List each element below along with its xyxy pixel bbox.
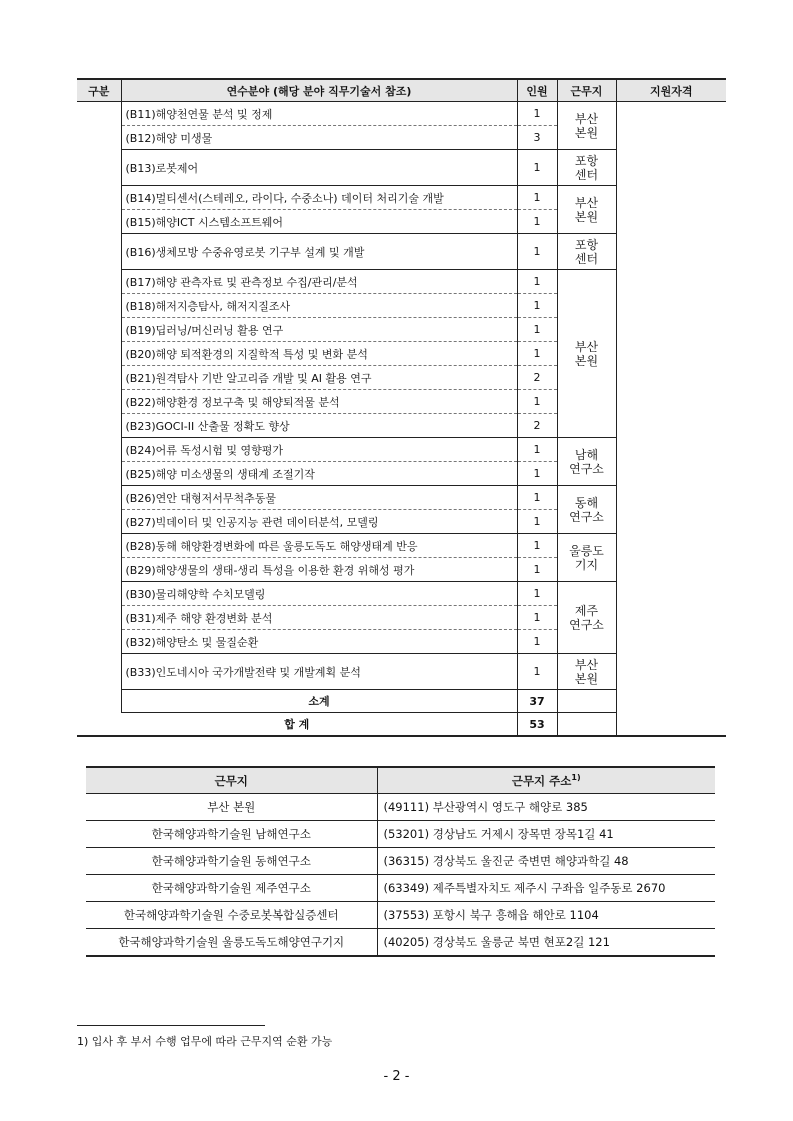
- count-cell: 1: [517, 630, 557, 654]
- field-cell: (B17)해양 관측자료 및 관측정보 수집/관리/분석: [121, 270, 517, 294]
- location-cell: 포항 센터: [557, 234, 616, 270]
- subtotal-empty: [557, 690, 616, 713]
- address-table-header: [86, 767, 715, 794]
- field-cell: (B31)제주 해양 환경변화 분석: [121, 606, 517, 630]
- count-cell: 1: [517, 150, 557, 186]
- total-label: 합 계: [77, 713, 517, 737]
- header-site: 근무지: [86, 767, 377, 794]
- table-row: [77, 102, 726, 126]
- count-cell: 1: [517, 294, 557, 318]
- address-cell: (63349) 제주특별자치도 제주시 구좌읍 일주동로 2670: [377, 875, 715, 902]
- table-row: [86, 902, 715, 929]
- count-cell: 1: [517, 654, 557, 690]
- positions-table-header: [77, 79, 726, 102]
- category-cell: [77, 102, 121, 713]
- total-empty: [557, 713, 616, 737]
- header-field: 연수분야 (해당 분야 직무기술서 참조): [121, 79, 517, 102]
- field-cell: (B30)물리해양학 수치모델링: [121, 582, 517, 606]
- field-cell: (B15)해양ICT 시스템소프트웨어: [121, 210, 517, 234]
- count-cell: 1: [517, 270, 557, 294]
- location-cell: 부산 본원: [557, 186, 616, 234]
- address-cell: (37553) 포항시 북구 흥해읍 해안로 1104: [377, 902, 715, 929]
- field-cell: (B32)해양탄소 및 물질순환: [121, 630, 517, 654]
- field-cell: (B33)인도네시아 국가개발전략 및 개발계획 분석: [121, 654, 517, 690]
- count-cell: 1: [517, 102, 557, 126]
- count-cell: 1: [517, 438, 557, 462]
- count-cell: 1: [517, 510, 557, 534]
- count-cell: 2: [517, 414, 557, 438]
- count-cell: 1: [517, 606, 557, 630]
- footnote-divider: [77, 1025, 265, 1026]
- subtotal-value: 37: [517, 690, 557, 713]
- location-cell: 부산 본원: [557, 654, 616, 690]
- site-cell: 한국해양과학기술원 동해연구소: [86, 848, 377, 875]
- field-cell: (B14)멀티센서(스테레오, 라이다, 수중소나) 데이터 처리기술 개발: [121, 186, 517, 210]
- field-cell: (B29)해양생물의 생태-생리 특성을 이용한 환경 위해성 평가: [121, 558, 517, 582]
- count-cell: 1: [517, 210, 557, 234]
- address-cell: (53201) 경상남도 거제시 장목면 장목1길 41: [377, 821, 715, 848]
- page-number: - 2 -: [383, 1069, 410, 1084]
- field-cell: (B13)로봇제어: [121, 150, 517, 186]
- positions-table: [77, 78, 726, 737]
- address-cell: (49111) 부산광역시 영도구 해양로 385: [377, 794, 715, 821]
- field-cell: (B19)딥러닝/머신러닝 활용 연구: [121, 318, 517, 342]
- header-address: 근무지 주소$^{1)}$: [377, 767, 715, 794]
- header-count: 인원: [517, 79, 557, 102]
- field-cell: (B24)어류 독성시험 및 영향평가: [121, 438, 517, 462]
- count-cell: 1: [517, 186, 557, 210]
- field-cell: (B26)연안 대형저서무척추동물: [121, 486, 517, 510]
- location-cell: 부산 본원: [557, 270, 616, 438]
- header-location: 근무지: [557, 79, 616, 102]
- location-cell: 부산 본원: [557, 102, 616, 150]
- field-cell: (B22)해양환경 정보구축 및 해양퇴적물 분석: [121, 390, 517, 414]
- subtotal-label: 소계: [121, 690, 517, 713]
- site-cell: 한국해양과학기술원 제주연구소: [86, 875, 377, 902]
- site-cell: 부산 본원: [86, 794, 377, 821]
- table-row: [86, 848, 715, 875]
- header-qualification: 지원자격: [616, 79, 726, 102]
- site-cell: 한국해양과학기술원 수중로봇복합실증센터: [86, 902, 377, 929]
- field-cell: (B27)빅데이터 및 인공지능 관련 데이터분석, 모델링: [121, 510, 517, 534]
- table-row: [86, 821, 715, 848]
- header-category: 구분: [77, 79, 121, 102]
- table-row: [86, 929, 715, 957]
- count-cell: 1: [517, 486, 557, 510]
- address-table: [86, 766, 715, 957]
- location-cell: 동해 연구소: [557, 486, 616, 534]
- field-cell: (B16)생체모방 수중유영로봇 기구부 설계 및 개발: [121, 234, 517, 270]
- total-qualification-empty: [616, 713, 726, 737]
- footnote-mark: 1): [571, 772, 581, 782]
- field-cell: (B20)해양 퇴적환경의 지질학적 특성 및 변화 분석: [121, 342, 517, 366]
- location-cell: 포항 센터: [557, 150, 616, 186]
- count-cell: 1: [517, 558, 557, 582]
- total-value: 53: [517, 713, 557, 737]
- table-row: [86, 875, 715, 902]
- count-cell: 1: [517, 234, 557, 270]
- count-cell: 1: [517, 342, 557, 366]
- field-cell: (B11)해양천연물 분석 및 정제: [121, 102, 517, 126]
- qualification-cell: [616, 102, 726, 713]
- field-cell: (B28)동해 해양환경변화에 따른 울릉도독도 해양생태계 반응: [121, 534, 517, 558]
- footnote: 1) 입사 후 부서 수행 업무에 따라 근무지역 순환 가능: [77, 1035, 333, 1048]
- location-cell: 남해 연구소: [557, 438, 616, 486]
- location-cell: 제주 연구소: [557, 582, 616, 654]
- total-row: [77, 713, 726, 737]
- site-cell: 한국해양과학기술원 울릉도독도해양연구기지: [86, 929, 377, 957]
- site-cell: 한국해양과학기술원 남해연구소: [86, 821, 377, 848]
- count-cell: 1: [517, 318, 557, 342]
- field-cell: (B21)원격탐사 기반 알고리즘 개발 및 AI 활용 연구: [121, 366, 517, 390]
- count-cell: 1: [517, 462, 557, 486]
- table-row: [86, 794, 715, 821]
- count-cell: 2: [517, 366, 557, 390]
- address-cell: (36315) 경상북도 울진군 죽변면 해양과학길 48: [377, 848, 715, 875]
- field-cell: (B23)GOCI-II 산출물 정확도 향상: [121, 414, 517, 438]
- location-cell: 울릉도 기지: [557, 534, 616, 582]
- count-cell: 1: [517, 390, 557, 414]
- field-cell: (B18)해저지층탐사, 해저지질조사: [121, 294, 517, 318]
- count-cell: 3: [517, 126, 557, 150]
- field-cell: (B12)해양 미생물: [121, 126, 517, 150]
- field-cell: (B25)해양 미소생물의 생태계 조절기작: [121, 462, 517, 486]
- address-cell: (40205) 경상북도 울릉군 북면 현포2길 121: [377, 929, 715, 957]
- count-cell: 1: [517, 534, 557, 558]
- count-cell: 1: [517, 582, 557, 606]
